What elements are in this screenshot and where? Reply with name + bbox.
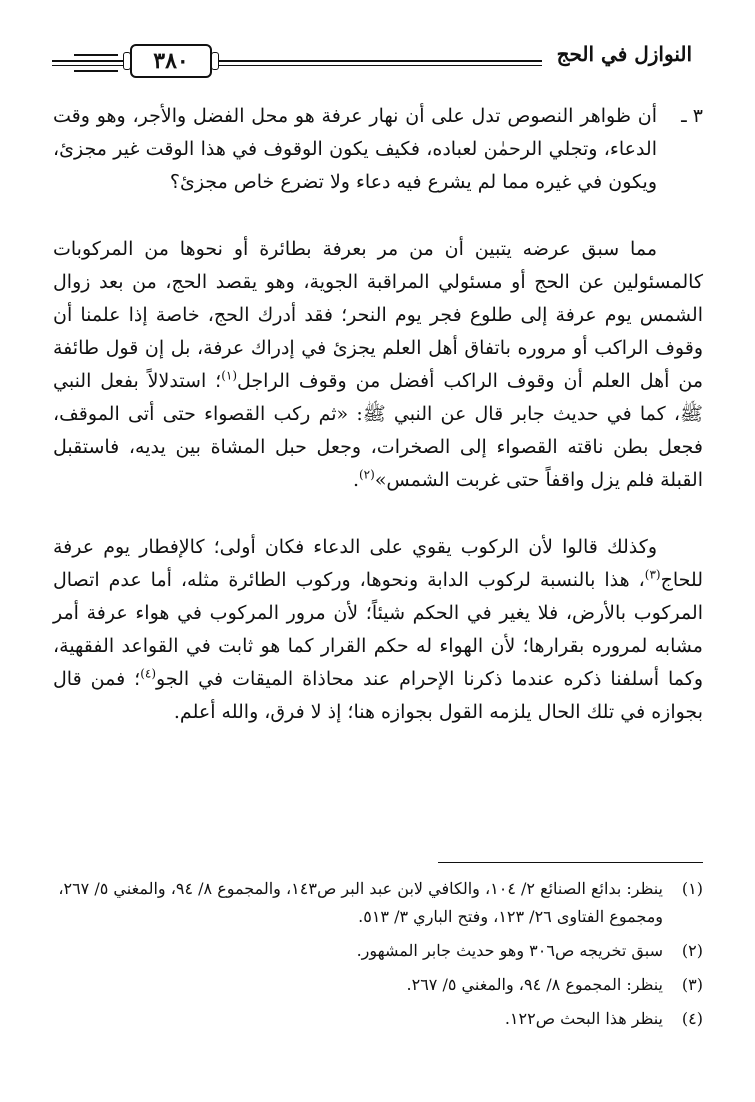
footnote	[53, 1005, 703, 1033]
footnotes	[53, 875, 703, 1039]
paragraph-text: وكذلك قالوا لأن الركوب يقوي على الدعاء فكان أولى؛ كالإفطار يوم عرفة للحاج	[53, 536, 703, 591]
main-text	[53, 100, 703, 729]
footnote-ref[interactable]: (١)	[221, 368, 238, 383]
footnote-ref[interactable]: (٣)	[644, 567, 661, 582]
footnote-ref[interactable]: (٤)	[140, 666, 157, 681]
footnote	[53, 971, 703, 999]
paragraph-text: ، هذا بالنسبة لركوب الدابة ونحوها، وركوب الطائرة مثله، أما عدم اتصال المركوب بالأرض، فلا يغير في الحكم شيئاً؛ لأن مرور المركوب في هواء عرفة أمر مشابه لمروره بقرارها؛ لأن الهواء له حكم القرار كما هو ثابت في القواعد الفقهية، وكما أسلفنا ذكره عندما ذكرنا الإحرام عند محاذاة الميقات في الجو	[53, 569, 704, 690]
footnote-ref[interactable]: (٢)	[358, 467, 375, 482]
footnote	[53, 875, 703, 931]
item-text: أن ظواهر النصوص تدل على أن نهار عرفة هو محل الفضل والأجر، وهو وقت الدعاء، وتجلي الرحمٰن لعباده، فكيف يكون الوقوف في هذا الوقت غير مجزئ، ويكون في غيره مما لم يشرع فيه دعاء ولا تضرع خاص مجزئ؟	[53, 105, 657, 193]
paragraph-text: .	[352, 469, 359, 491]
footnote-text: سبق تخريجه ص٣٠٦ وهو حديث جابر المشهور.	[356, 941, 663, 960]
paragraph-text: ؛ استدلالاً بفعل النبي ﷺ، كما في حديث جابر قال عن النبي ﷺ: «ثم ركب القصواء حتى أتى الموقف، فجعل بطن ناقته القصواء إلى الصخرات، وجعل حبل المشاة بين يديه، فاستقبل القبلة فلم يزل واقفاً حتى غربت الشمس»	[53, 370, 703, 491]
paragraph-text: مما سبق عرضه يتبين أن من مر بعرفة بطائرة أو نحوها من المركوبات كالمسئولين عن الحج أو مسئولي المراقبة الجوية، وهو يقصد الحج، من بعد زوال الشمس يوم عرفة إلى طلوع فجر يوم النحر؛ فقد أدرك الحج، خاصة إذا علمنا أن وقوف الراكب أو مروره باتفاق أهل العلم يجزئ في إدراك عرفة، بل إن قول طائفة من أهل العلم أن وقوف الراكب أفضل من وقوف الراجل	[53, 238, 703, 392]
paragraph-1	[53, 233, 703, 497]
item-number: ٣ ـ	[681, 105, 703, 127]
header-ornament	[74, 54, 118, 72]
paragraph-text: ؛ فمن قال بجوازه في تلك الحال يلزمه القول بجوازه هنا؛ إذ لا فرق، والله أعلم.	[53, 668, 703, 723]
paragraph-2	[53, 531, 703, 729]
footnote-number: (٢)	[681, 941, 703, 960]
footnote-number: (١)	[681, 879, 703, 898]
running-title: النوازل في الحج	[542, 42, 692, 66]
footnote-number: (٣)	[681, 975, 703, 994]
footnote-text: ينظر هذا البحث ص١٢٢.	[504, 1009, 663, 1028]
footnote-separator	[438, 862, 703, 863]
footnote-text: ينظر: المجموع ٨/ ٩٤، والمغني ٥/ ٢٦٧.	[406, 975, 663, 994]
footnote	[53, 937, 703, 965]
footnote-number: (٤)	[681, 1009, 703, 1028]
list-item-3	[53, 100, 703, 199]
page-header	[52, 40, 692, 88]
footnote-text: ينظر: بدائع الصنائع ٢/ ١٠٤، والكافي لابن عبد البر ص١٤٣، والمجموع ٨/ ٩٤، والمغني ٥/ ٢٦٧، ومجموع الفتاوى ٢٦/ ١٢٣، وفتح الباري ٣/ ٥١٣.	[58, 879, 663, 926]
page-number: ٣٨٠	[130, 44, 212, 78]
